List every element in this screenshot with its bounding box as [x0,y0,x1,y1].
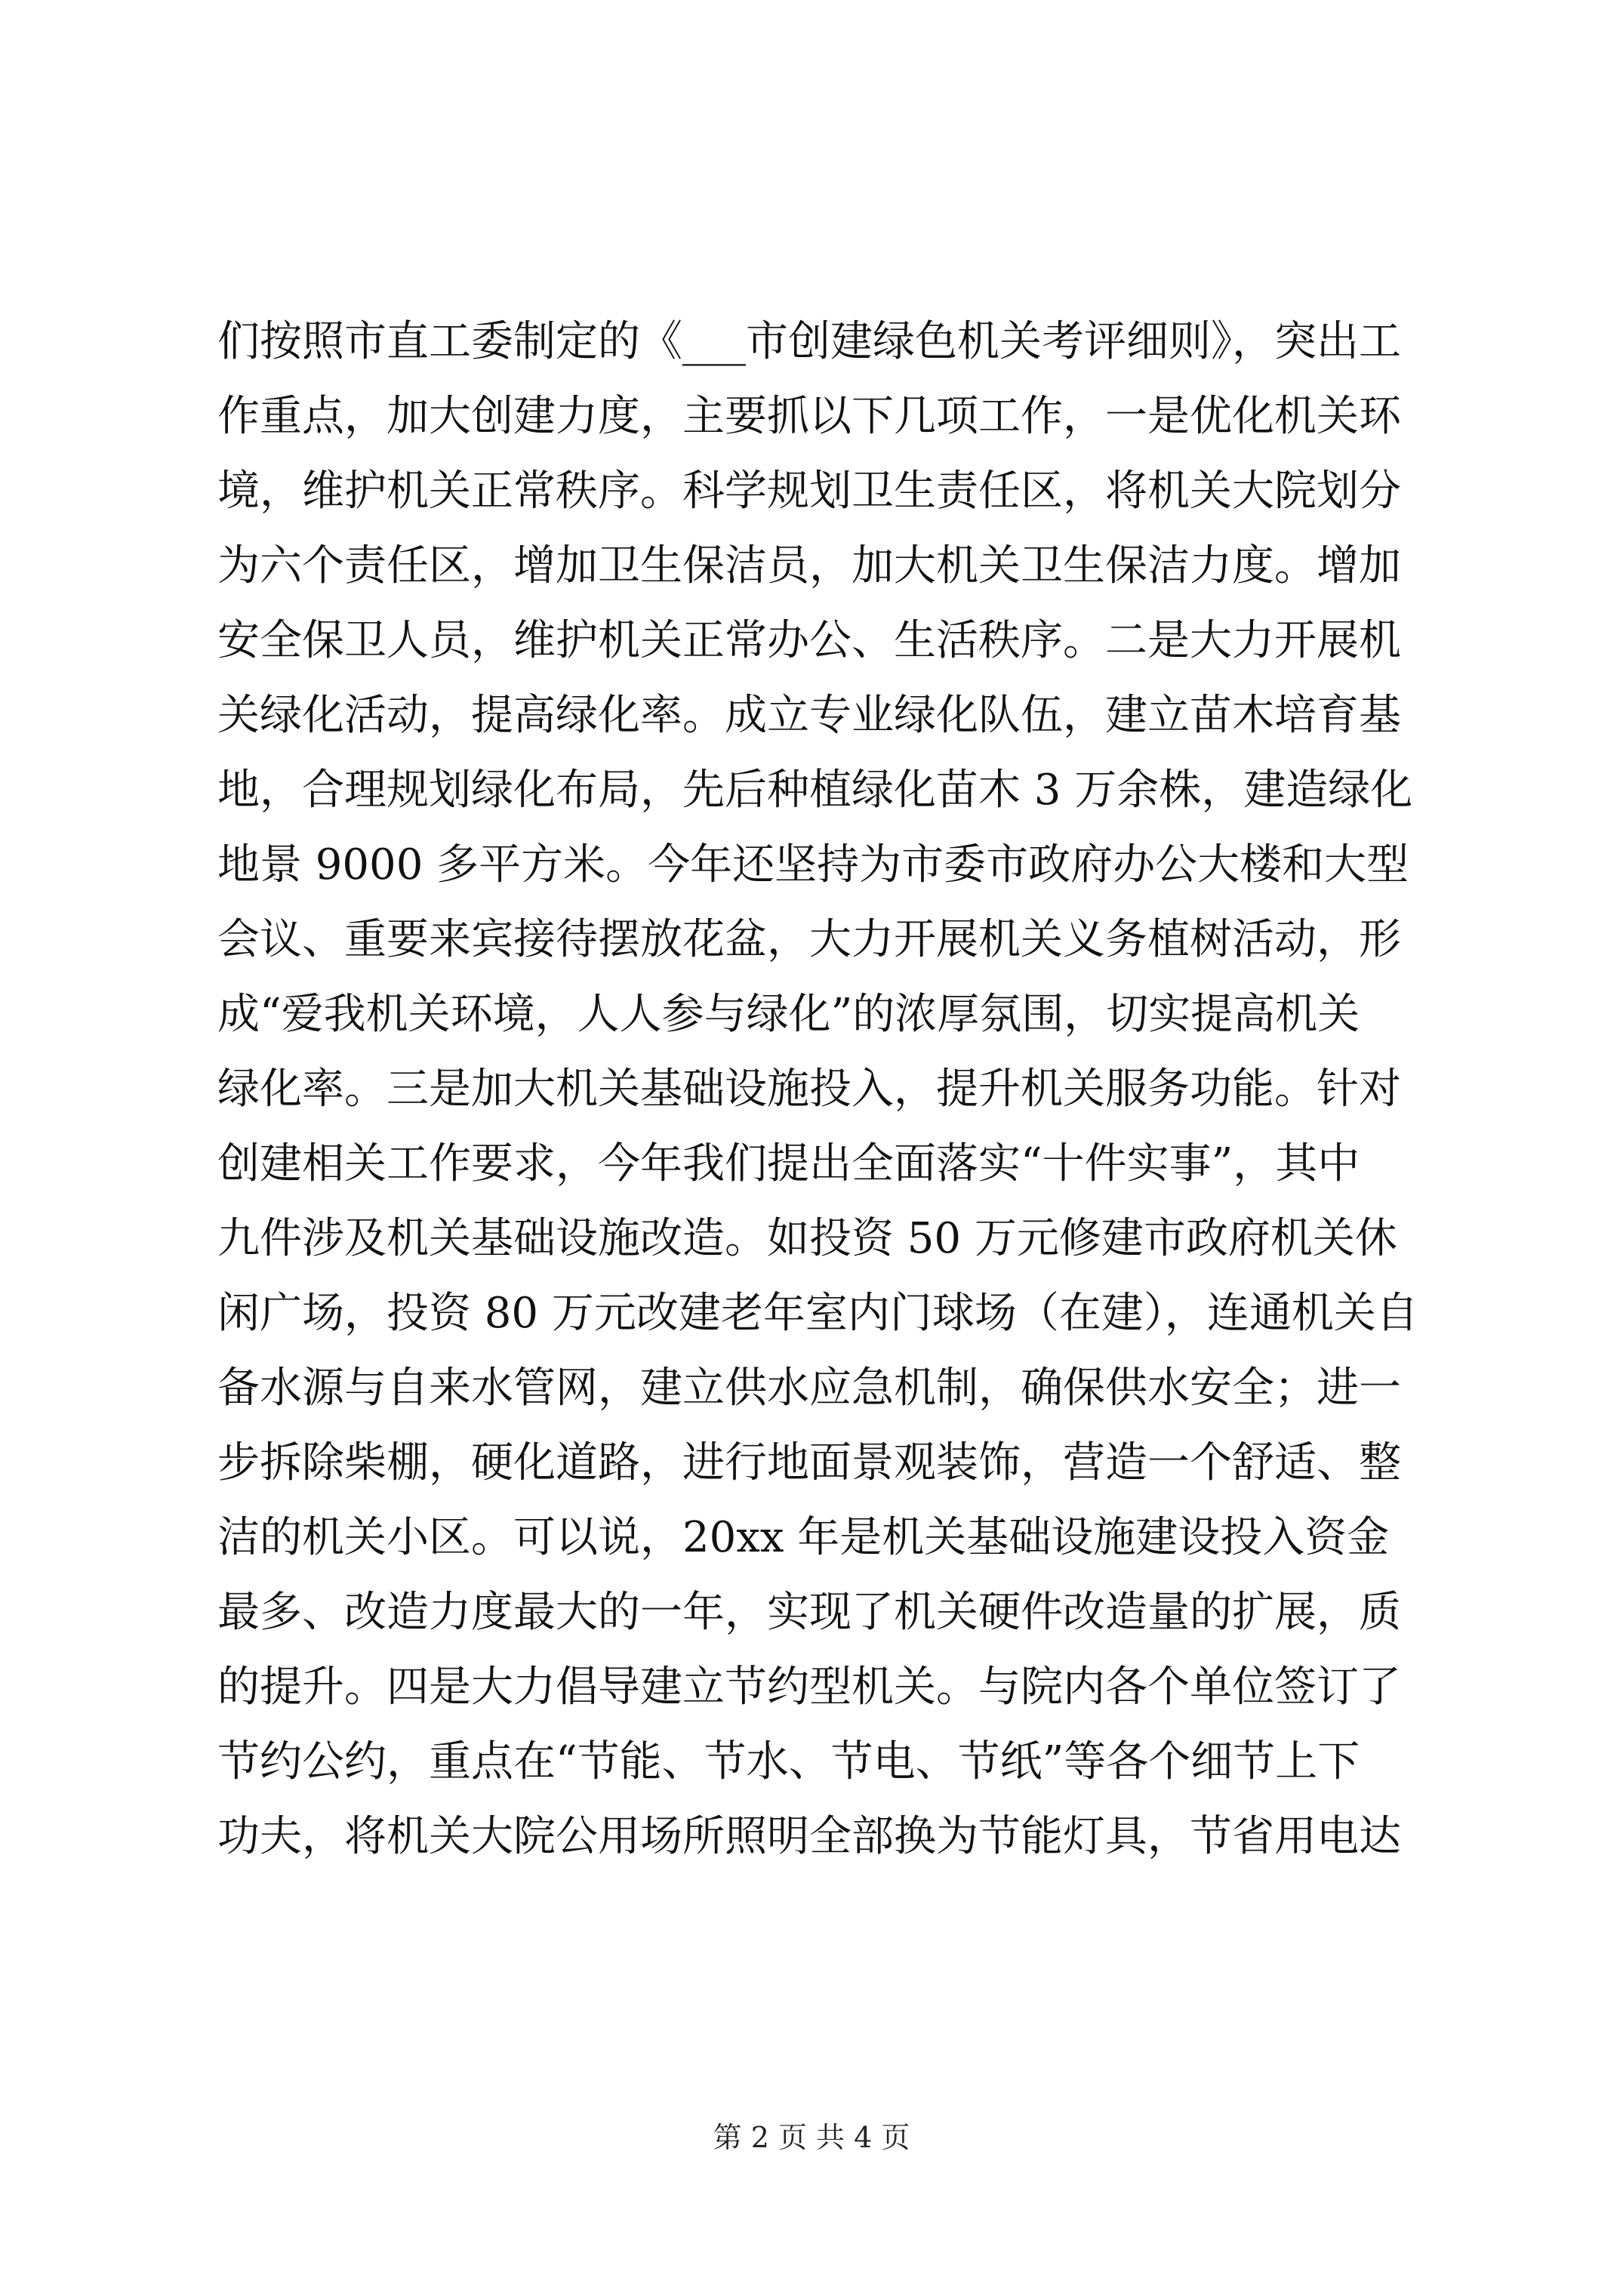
text-line: 安全保卫人员，维护机关正常办公、生活秩序。二是大力开展机 [217,616,1401,665]
text-line: 九件涉及机关基础设施改造。如投资 50 万元修建市政府机关休 [217,1214,1397,1263]
text-line: 地景 9000 多平方米。今年还坚持为市委市政府办公大楼和大型 [217,840,1409,889]
text-line: 绿化率。三是加大机关基础设施投入，提升机关服务功能。针对 [217,1065,1401,1114]
text-line: 洁的机关小区。可以说，20xx 年是机关基础设施建设投入资金 [217,1513,1390,1562]
text-line: 备水源与自来水管网，建立供水应急机制，确保供水安全；进一 [217,1364,1401,1413]
text-line: 们按照市直工委制定的《___市创建绿色机关考评细则》，突出工 [217,317,1401,366]
text-line: 创建相关工作要求，今年我们提出全面落实“十件实事”，其中 [217,1139,1360,1188]
text-line: 作重点，加大创建力度，主要抓以下几项工作，一是优化机关环 [217,392,1401,441]
text-line: 功夫，将机关大院公用场所照明全部换为节能灯具，节省用电达 [217,1812,1401,1861]
text-line: 成“爱我机关环境，人人参与绿化”的浓厚氛围，切实提高机关 [217,990,1360,1039]
text-line: 最多、改造力度最大的一年，实现了机关硬件改造量的扩展，质 [217,1588,1401,1637]
text-line: 境，维护机关正常秩序。科学规划卫生责任区，将机关大院划分 [217,467,1401,516]
text-line: 为六个责任区，增加卫生保洁员，加大机关卫生保洁力度。增加 [217,541,1401,590]
text-line: 步拆除柴棚，硬化道路，进行地面景观装饰，营造一个舒适、整 [217,1438,1401,1487]
text-line: 会议、重要来宾接待摆放花盆，大力开展机关义务植树活动，形 [217,915,1401,964]
page-footer: 第 2 页 共 4 页 [713,2121,910,2154]
text-line: 关绿化活动，提高绿化率。成立专业绿化队伍，建立苗木培育基 [217,691,1401,740]
text-line: 地，合理规划绿化布局，先后种植绿化苗木 3 万余株，建造绿化 [217,766,1413,815]
text-line: 闲广场，投资 80 万元改建老年室内门球场（在建），连通机关自 [217,1289,1418,1338]
text-line: 的提升。四是大力倡导建立节约型机关。与院内各个单位签订了 [217,1663,1401,1712]
body-text [217,304,1623,1874]
text-line: 节约公约，重点在“节能、节水、节电、节纸”等各个细节上下 [217,1737,1360,1786]
